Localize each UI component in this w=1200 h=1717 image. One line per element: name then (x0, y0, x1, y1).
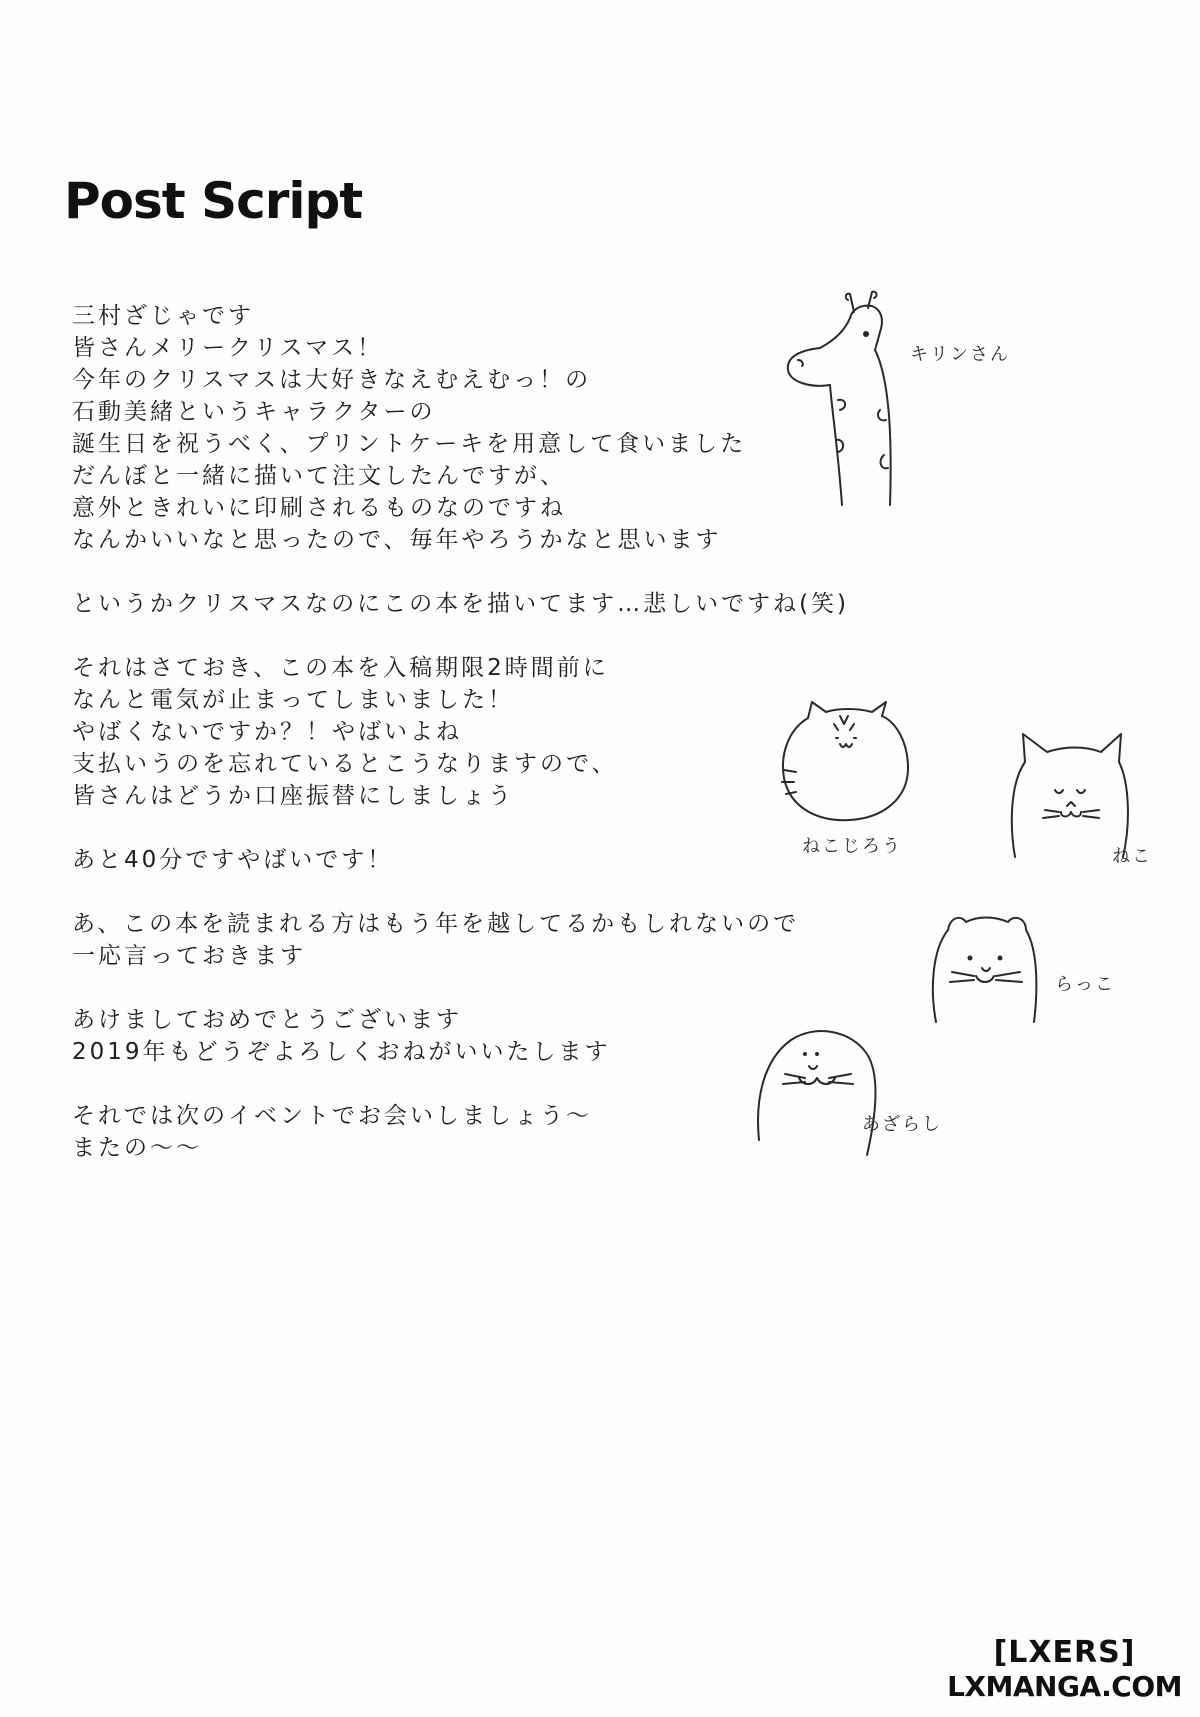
letter-line: それはさておき、この本を入稿期限2時間前に (72, 655, 609, 681)
seal-caption: あざらし (862, 1114, 942, 1135)
paragraph-new-year-greeting (72, 1004, 812, 1068)
giraffe-caption: キリンさん (910, 344, 1010, 365)
seal-doodle (755, 1020, 885, 1160)
otter-caption: らっこ (1055, 974, 1115, 995)
otter-doodle (930, 910, 1040, 1030)
letter-line: というかクリスマスなのにこの本を描いてます…悲しいですね(笑) (72, 591, 850, 617)
letter-line: あと40分ですやばいです！ (72, 847, 394, 873)
giraffe-doodle (780, 290, 920, 510)
letter-line: なんと電気が止まってしまいました！ (72, 687, 514, 713)
letter-line: 一応言っておきます (72, 943, 306, 969)
letter-line: やばくないですか？！やばいよね (72, 719, 462, 745)
paragraph-greeting (72, 300, 812, 556)
letter-line: 誕生日を祝うべく、プリントケーキを用意して食いました (72, 431, 747, 457)
letter-line: 石動美緒というキャラクターの (72, 399, 436, 425)
tiger-cat-caption: ねこじろう (802, 836, 902, 857)
postscript-letter (72, 300, 850, 1196)
watermark-brand: [LXERS] (993, 1635, 1136, 1670)
watermark (947, 1635, 1182, 1703)
letter-line: 2019年もどうぞよろしくおねがいいたします (72, 1039, 611, 1065)
page-title: Post Script (64, 172, 363, 230)
cat-caption: ねこ (1112, 846, 1152, 867)
letter-line: それでは次のイベントでお会いしましょう～ (72, 1103, 592, 1129)
letter-line: 三村ざじゃです (72, 303, 254, 329)
paragraph-power-outage (72, 652, 812, 812)
tiger-cat-doodle (778, 700, 918, 830)
paragraph-christmas (72, 588, 850, 620)
letter-line: 皆さんメリークリスマス！ (72, 335, 384, 361)
letter-line: 皆さんはどうか口座振替にしましょう (72, 783, 514, 809)
paragraph-new-year-note (72, 908, 812, 972)
letter-line: あ、この本を読まれる方はもう年を越してるかもしれないので (72, 911, 800, 937)
letter-line: あけましておめでとうございます (72, 1007, 462, 1033)
letter-line: 支払いうのを忘れているとこうなりますので、 (72, 751, 618, 777)
letter-line: なんかいいなと思ったので、毎年やろうかなと思います (72, 527, 722, 553)
letter-line: 意外ときれいに印刷されるものなのですね (72, 495, 566, 521)
watermark-site: LXMANGA.COM (947, 1670, 1182, 1703)
letter-line: またの～～ (72, 1135, 202, 1161)
letter-line: 今年のクリスマスは大好きなえむえむっ！の (72, 367, 592, 393)
letter-line: だんぼと一緒に描いて注文したんですが、 (72, 463, 566, 489)
paragraph-deadline (72, 844, 812, 876)
paragraph-farewell (72, 1100, 812, 1164)
